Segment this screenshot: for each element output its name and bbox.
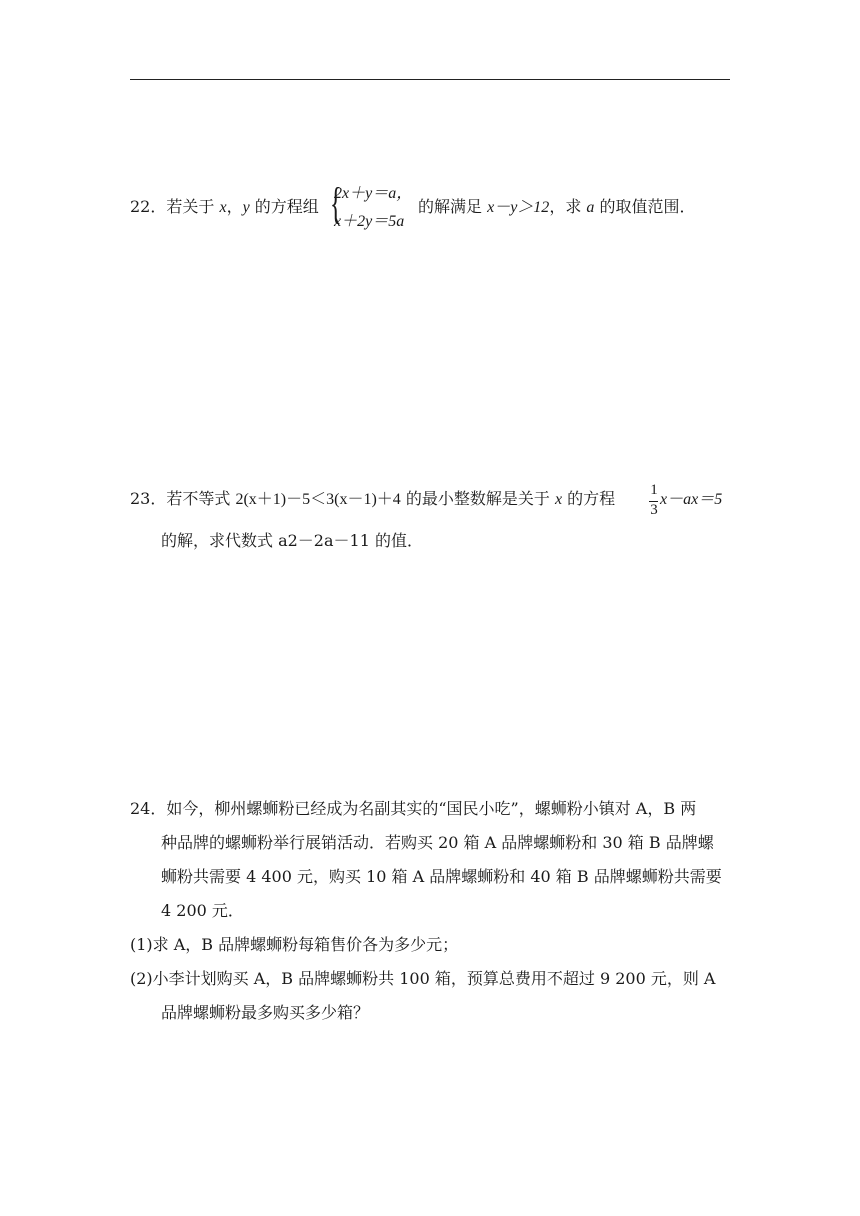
var-a: a — [586, 199, 595, 216]
var-y: y — [242, 199, 250, 216]
q23-equation-rest: x－ax＝5 — [660, 491, 723, 508]
question-24-sub-2-line-2: 品牌螺蛳粉最多购买多少箱？ — [161, 1003, 370, 1022]
question-22-tail — [418, 197, 696, 218]
q22-text-1: 若关于 — [166, 197, 220, 216]
equation-1 — [334, 180, 412, 203]
q22-text-3: 的解满足 — [418, 197, 488, 216]
question-23-number: 23． — [130, 489, 167, 508]
q22-comma: ， — [226, 197, 243, 216]
equation-1-text: 2x＋y＝a， — [334, 185, 413, 202]
left-brace: { — [330, 179, 342, 228]
question-24-line-2: 种品牌的螺蛳粉举行展销活动．若购买 20 箱 A 品牌螺蛳粉和 30 箱 B 品牌螺 — [161, 833, 714, 852]
fraction-denominator: 3 — [650, 502, 658, 518]
equation-2 — [334, 208, 404, 231]
var-x: x — [554, 491, 563, 508]
q22-text-5: 的取值范围． — [594, 197, 696, 216]
fraction-one-third — [648, 482, 660, 522]
fraction-numerator: 1 — [650, 482, 658, 498]
q22-text-2: 的方程组 — [249, 197, 319, 216]
q23-text-2: 的最小整数解是关于 — [400, 489, 555, 508]
question-22-number: 22． — [130, 197, 167, 216]
question-24-sub-2-line-1: (2)小李计划购买 A，B 品牌螺蛳粉共 100 箱，预算总费用不超过 9 200 元，则 A — [130, 969, 716, 988]
q23-inequality: 2(x＋1)－5＜3(x－1)＋4 — [235, 491, 401, 508]
q22-condition: x－y＞12 — [487, 199, 550, 216]
question-23-equation-tail — [660, 489, 722, 510]
question-24-sub-1: (1)求 A，B 品牌螺蛳粉每箱售价各为多少元； — [130, 935, 459, 954]
question-24-line-3: 蛳粉共需要 4 400 元，购买 10 箱 A 品牌螺蛳粉和 40 箱 B 品牌螺蛳粉共需要 — [161, 867, 722, 886]
q22-text-4: ，求 — [549, 197, 587, 216]
question-23-line-1 — [130, 489, 615, 510]
q23-text-3: 的方程 — [562, 489, 616, 508]
question-24-line-1: 24．如今，柳州螺蛳粉已经成为名副其实的“国民小吃”，螺蛳粉小镇对 A，B 两 — [130, 799, 697, 818]
var-x: x — [219, 199, 227, 216]
q23-text-1: 若不等式 — [166, 489, 236, 508]
question-23-line-2: 的解，求代数式 a2－2a－11 的值． — [161, 531, 423, 550]
equation-2-text: x＋2y＝5a — [334, 213, 405, 230]
question-24-line-4: 4 200 元． — [161, 901, 244, 920]
question-22-lead — [130, 197, 319, 218]
equation-system — [330, 178, 420, 234]
header-rule — [130, 79, 730, 80]
